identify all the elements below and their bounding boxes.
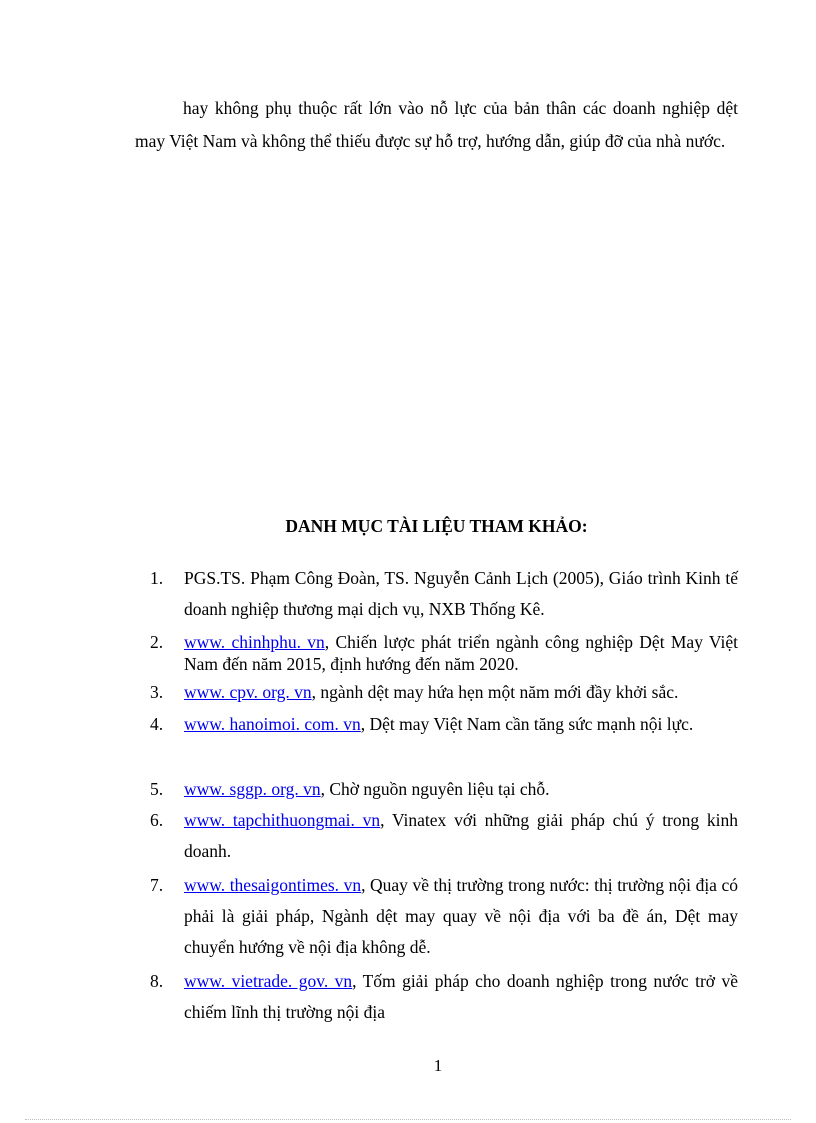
page-bottom-divider bbox=[25, 1119, 791, 1120]
reference-number: 2. bbox=[150, 632, 164, 652]
reference-link-tapchithuongmai[interactable]: www. tapchithuongmai. vn bbox=[184, 810, 381, 830]
reference-text: , Quay về thị trường trong nước: thị trường nội địa có phải là giải pháp, Ngành dệt may quay về nội địa với ba đề án, Dệt may chuyển hướng về nội địa không dễ. bbox=[184, 875, 739, 957]
intro-paragraph: hay không phụ thuộc rất lớn vào nỗ lực của bản thân các doanh nghiệp dệt may Việt Nam và không thể thiếu được sự hỗ trợ, hướng dẫn, giúp đỡ của nhà nước. bbox=[135, 98, 738, 151]
reference-item-7 bbox=[150, 870, 738, 963]
reference-text: , Chiến lược phát triển ngành công nghiệp Dệt May Việt Nam đến năm 2015, định hướng đến năm 2020. bbox=[184, 632, 738, 674]
reference-link-thesaigontimes[interactable]: www. thesaigontimes. vn bbox=[184, 875, 362, 895]
reference-text: PGS.TS. Phạm Công Đoàn, TS. Nguyễn Cảnh Lịch (2005), Giáo trình Kinh tế doanh nghiệp thương mại dịch vụ, NXB Thống Kê. bbox=[184, 568, 738, 619]
reference-item-3 bbox=[150, 677, 738, 708]
reference-number: 4. bbox=[150, 714, 164, 734]
reference-number: 8. bbox=[150, 971, 164, 991]
reference-link-cpv[interactable]: www. cpv. org. vn bbox=[184, 682, 312, 702]
reference-text: , Tốm giải pháp cho doanh nghiệp trong nước trở về chiếm lĩnh thị trường nội địa bbox=[184, 971, 738, 1022]
reference-item-8 bbox=[150, 966, 738, 1028]
reference-number: 6. bbox=[150, 810, 164, 830]
reference-item-4 bbox=[150, 709, 738, 740]
reference-item-6 bbox=[150, 805, 738, 867]
reference-text: , ngành dệt may hứa hẹn một năm mới đầy khởi sắc. bbox=[311, 682, 679, 702]
reference-link-chinhphu[interactable]: www. chinhphu. vn bbox=[184, 632, 325, 652]
reference-text: , Chờ nguồn nguyên liệu tại chỗ. bbox=[320, 779, 550, 799]
references-title: DANH MỤC TÀI LIỆU THAM KHẢO: bbox=[285, 516, 588, 536]
reference-item-2 bbox=[150, 631, 738, 675]
reference-link-hanoimoi[interactable]: www. hanoimoi. com. vn bbox=[184, 714, 361, 734]
reference-link-vietrade[interactable]: www. vietrade. gov. vn bbox=[184, 971, 353, 991]
page-number: 1 bbox=[433, 1056, 443, 1075]
reference-text: , Vinatex với những giải pháp chú ý trong kinh doanh. bbox=[184, 810, 739, 861]
reference-text: , Dệt may Việt Nam cần tăng sức mạnh nội lực. bbox=[360, 714, 694, 734]
reference-number: 5. bbox=[150, 779, 164, 799]
reference-item-5 bbox=[150, 774, 738, 805]
reference-link-sggp[interactable]: www. sggp. org. vn bbox=[184, 779, 321, 799]
reference-number: 7. bbox=[150, 875, 164, 895]
reference-number: 3. bbox=[150, 682, 164, 702]
reference-number: 1. bbox=[150, 568, 164, 588]
reference-item-1 bbox=[150, 563, 738, 625]
